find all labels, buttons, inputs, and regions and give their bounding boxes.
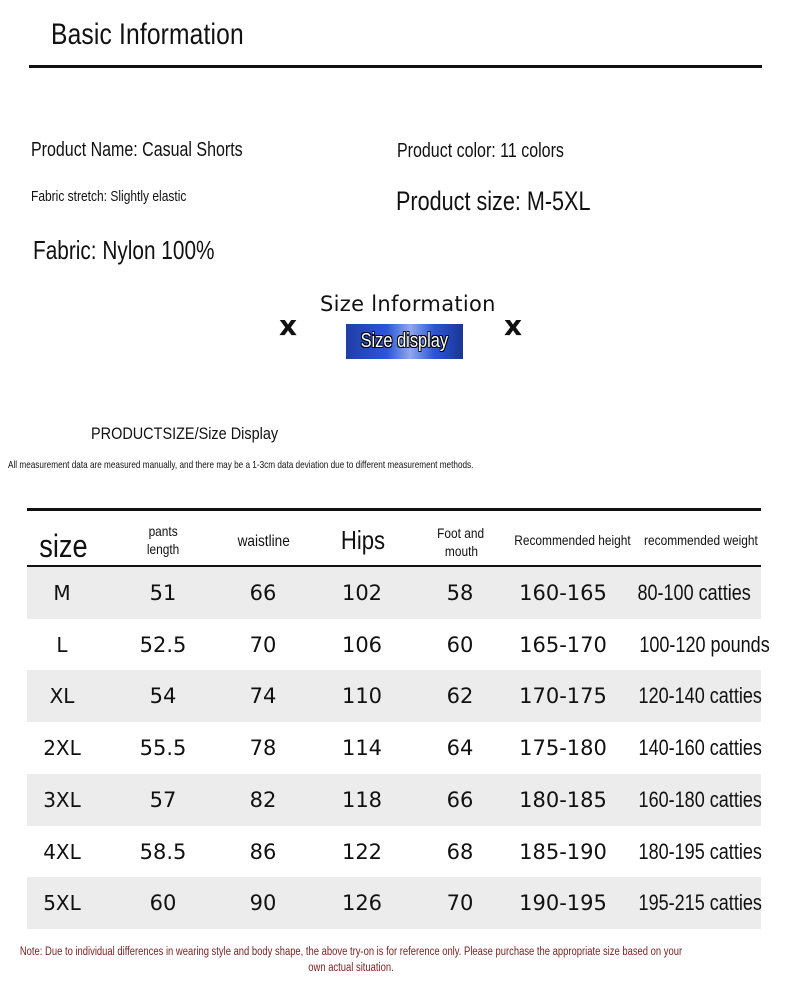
product-size: Product size: M-5XL (396, 186, 591, 216)
cell-waistline: 66 (249, 581, 277, 605)
cell-recommended-height: 175-180 (519, 736, 607, 761)
cell-pants-length: 55.5 (139, 736, 187, 761)
cell-foot-and-mouth: 62 (446, 684, 474, 709)
cell-hips: 114 (341, 736, 383, 761)
cell-foot-and-mouth: 60 (446, 632, 474, 657)
cell-recommended-weight: 120-140 catties (638, 683, 762, 709)
page-title: Basic Information (51, 18, 244, 51)
table-row (27, 670, 761, 722)
measurement-note: All measurement data are measured manually, and there may be a 1-3cm data deviation due to different measurement methods. (8, 459, 474, 471)
cell-foot-and-mouth: 64 (446, 736, 474, 761)
cell-waistline: 74 (249, 684, 277, 709)
header-recommended-weight: recommended weight (644, 532, 758, 548)
cell-waistline: 90 (249, 891, 277, 916)
product-color: Product color: 11 colors (397, 140, 564, 162)
cell-hips: 126 (341, 891, 383, 916)
cell-foot-and-mouth: 68 (446, 839, 474, 864)
table-row (27, 619, 770, 671)
cell-pants-length: 60 (149, 891, 177, 916)
product-size-display-label: PRODUCTSIZE/Size Display (91, 424, 279, 443)
cell-recommended-weight: 160-180 catties (638, 786, 762, 812)
cell-size: XL (49, 684, 75, 709)
cell-recommended-weight: 100-120 pounds (639, 631, 770, 657)
header-hips: Hips (340, 525, 386, 555)
cell-size: M (53, 581, 71, 605)
product-name: Product Name: Casual Shorts (31, 139, 243, 161)
cell-foot-and-mouth: 58 (446, 581, 474, 605)
cell-recommended-height: 185-190 (519, 839, 607, 864)
table-row (27, 877, 761, 929)
cell-waistline: 82 (249, 787, 277, 812)
cell-recommended-weight: 195-215 catties (638, 890, 762, 916)
x-mark-left: x (279, 309, 298, 342)
cell-recommended-weight: 140-160 catties (638, 735, 762, 761)
cell-hips: 122 (341, 839, 383, 864)
cell-recommended-height: 190-195 (519, 891, 607, 916)
fabric-stretch: Fabric stretch: Slightly elastic (31, 188, 187, 205)
cell-recommended-height: 170-175 (519, 684, 607, 709)
cell-hips: 110 (341, 684, 383, 709)
size-information-heading: Size lnformation (320, 292, 496, 316)
cell-hips: 106 (341, 632, 383, 657)
cell-foot-and-mouth: 66 (446, 787, 474, 812)
table-row (27, 774, 761, 826)
header-size: size (38, 528, 88, 564)
header-recommended-height: Recommended height (514, 532, 631, 548)
cell-recommended-height: 160-165 (519, 581, 607, 605)
cell-pants-length: 54 (149, 684, 177, 709)
cell-waistline: 78 (249, 736, 277, 761)
cell-foot-and-mouth: 70 (446, 891, 474, 916)
fabric: Fabric: Nylon 100% (33, 235, 215, 265)
cell-recommended-height: 180-185 (519, 787, 607, 812)
cell-waistline: 86 (249, 839, 277, 864)
cell-pants-length: 52.5 (139, 632, 187, 657)
cell-pants-length: 58.5 (139, 839, 187, 864)
table-top-rule (27, 508, 761, 511)
footer-note: Note: Due to individual differences in wearing style and body shape, the above try-on is for reference only. Please purchase the appropriate size based on your own actual situation. (19, 946, 683, 974)
cell-pants-length: 57 (149, 787, 177, 812)
size-display-badge: Size display (346, 324, 463, 359)
cell-waistline: 70 (249, 632, 277, 657)
cell-hips: 118 (341, 787, 383, 812)
header-waistline: waistline (237, 533, 291, 550)
table-row (27, 722, 761, 774)
cell-size: 5XL (43, 891, 81, 916)
cell-size: 2XL (43, 736, 81, 761)
cell-recommended-height: 165-170 (519, 632, 607, 657)
cell-pants-length: 51 (149, 581, 177, 605)
cell-size: L (56, 632, 68, 657)
header-foot-and-mouth: Foot and mouth (437, 525, 485, 560)
cell-recommended-weight: 180-195 catties (638, 838, 762, 864)
title-divider (29, 65, 762, 68)
table-row (27, 826, 761, 878)
x-mark-right: x (504, 309, 523, 342)
cell-hips: 102 (341, 581, 383, 605)
table-row (27, 567, 761, 619)
cell-size: 3XL (43, 787, 81, 812)
cell-size: 4XL (43, 839, 81, 864)
cell-recommended-weight: 80-100 catties (637, 580, 751, 605)
header-pants-length: pants length (146, 523, 180, 558)
